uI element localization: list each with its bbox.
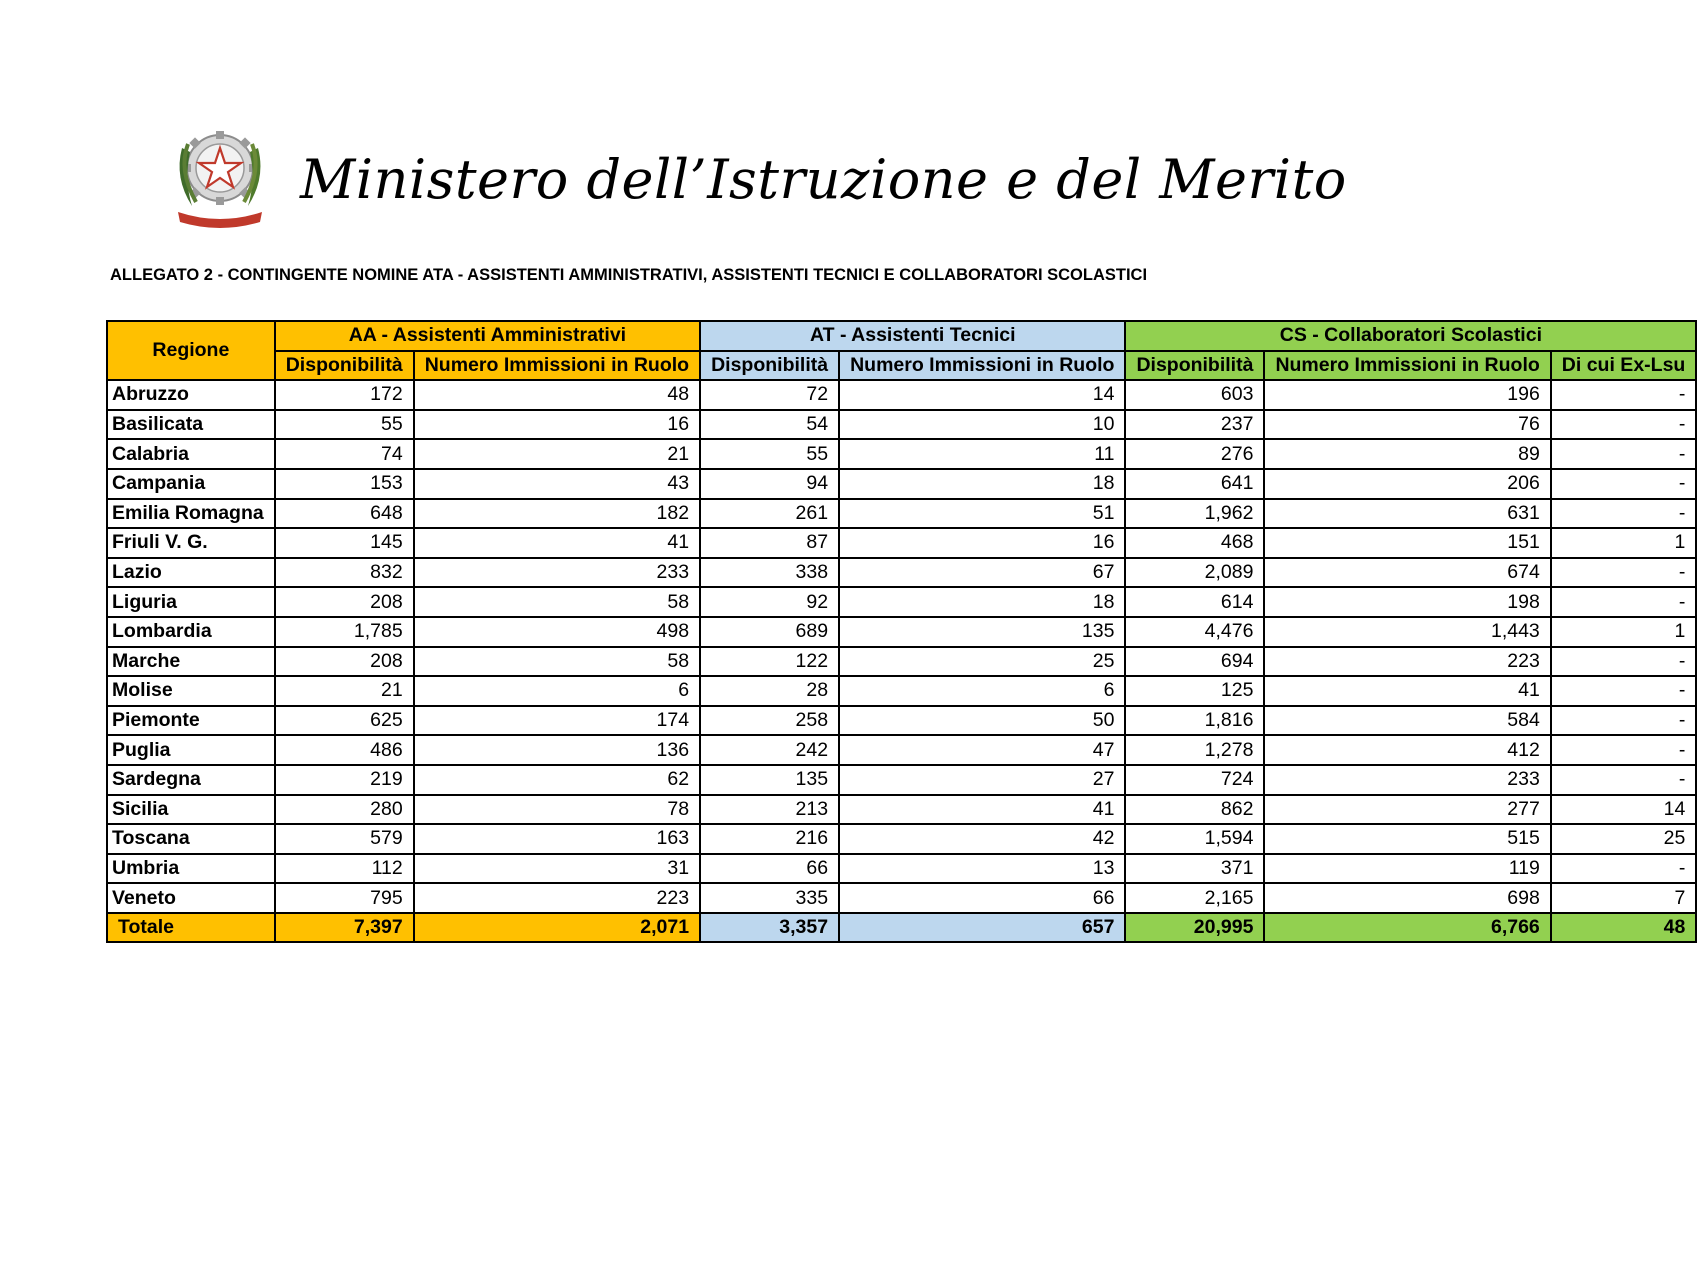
total-cell: 657 xyxy=(839,913,1125,943)
total-cell: 3,357 xyxy=(700,913,839,943)
value-cell: 237 xyxy=(1125,410,1264,440)
value-cell: 1 xyxy=(1551,617,1697,647)
value-cell: 92 xyxy=(700,587,839,617)
value-cell: 153 xyxy=(275,469,414,499)
value-cell: 58 xyxy=(414,647,700,677)
value-cell: 25 xyxy=(839,647,1125,677)
region-cell: Umbria xyxy=(107,854,275,884)
value-cell: 76 xyxy=(1264,410,1550,440)
value-cell: 50 xyxy=(839,706,1125,736)
value-cell: 6 xyxy=(839,676,1125,706)
table-row xyxy=(107,676,1696,706)
value-cell: 648 xyxy=(275,499,414,529)
value-cell: 412 xyxy=(1264,735,1550,765)
value-cell: 223 xyxy=(1264,647,1550,677)
value-cell: 233 xyxy=(414,558,700,588)
value-cell: 42 xyxy=(839,824,1125,854)
value-cell: 631 xyxy=(1264,499,1550,529)
value-cell: 14 xyxy=(1551,795,1697,825)
value-cell: - xyxy=(1551,410,1697,440)
table-row xyxy=(107,854,1696,884)
value-cell: 112 xyxy=(275,854,414,884)
value-cell: 31 xyxy=(414,854,700,884)
value-cell: 198 xyxy=(1264,587,1550,617)
region-cell: Sardegna xyxy=(107,765,275,795)
value-cell: 78 xyxy=(414,795,700,825)
value-cell: 54 xyxy=(700,410,839,440)
document-title: ALLEGATO 2 - CONTINGENTE NOMINE ATA - ASSISTENTI AMMINISTRATIVI, ASSISTENTI TECNICI E COLLABORATORI SCOLASTICI xyxy=(110,266,1148,284)
value-cell: 1,816 xyxy=(1125,706,1264,736)
value-cell: 18 xyxy=(839,587,1125,617)
value-cell: 515 xyxy=(1264,824,1550,854)
table-row xyxy=(107,795,1696,825)
value-cell: 641 xyxy=(1125,469,1264,499)
group-header-at: AT - Assistenti Tecnici xyxy=(700,321,1125,351)
value-cell: 1,278 xyxy=(1125,735,1264,765)
value-cell: 371 xyxy=(1125,854,1264,884)
value-cell: 28 xyxy=(700,676,839,706)
value-cell: 163 xyxy=(414,824,700,854)
group-header-cs: CS - Collaboratori Scolastici xyxy=(1125,321,1696,351)
value-cell: 74 xyxy=(275,439,414,469)
value-cell: 1,785 xyxy=(275,617,414,647)
value-cell: 18 xyxy=(839,469,1125,499)
value-cell: 698 xyxy=(1264,883,1550,913)
column-header: Numero Immissioni in Ruolo xyxy=(414,351,700,381)
column-header-row xyxy=(107,351,1696,381)
region-cell: Piemonte xyxy=(107,706,275,736)
region-cell: Veneto xyxy=(107,883,275,913)
table-row xyxy=(107,499,1696,529)
value-cell: 66 xyxy=(700,854,839,884)
republic-emblem-icon xyxy=(170,118,270,230)
table-row xyxy=(107,735,1696,765)
value-cell: 338 xyxy=(700,558,839,588)
value-cell: 2,089 xyxy=(1125,558,1264,588)
value-cell: 219 xyxy=(275,765,414,795)
value-cell: 89 xyxy=(1264,439,1550,469)
table-row xyxy=(107,647,1696,677)
table-row xyxy=(107,617,1696,647)
region-cell: Molise xyxy=(107,676,275,706)
value-cell: 277 xyxy=(1264,795,1550,825)
value-cell: 196 xyxy=(1264,380,1550,410)
value-cell: 11 xyxy=(839,439,1125,469)
total-label: Totale xyxy=(107,913,275,943)
region-cell: Basilicata xyxy=(107,410,275,440)
value-cell: 1,962 xyxy=(1125,499,1264,529)
value-cell: 584 xyxy=(1264,706,1550,736)
value-cell: 151 xyxy=(1264,528,1550,558)
value-cell: 47 xyxy=(839,735,1125,765)
value-cell: 832 xyxy=(275,558,414,588)
value-cell: 58 xyxy=(414,587,700,617)
region-cell: Lombardia xyxy=(107,617,275,647)
value-cell: 182 xyxy=(414,499,700,529)
value-cell: 694 xyxy=(1125,647,1264,677)
value-cell: 486 xyxy=(275,735,414,765)
region-cell: Liguria xyxy=(107,587,275,617)
value-cell: 41 xyxy=(1264,676,1550,706)
value-cell: 208 xyxy=(275,587,414,617)
value-cell: 206 xyxy=(1264,469,1550,499)
value-cell: 174 xyxy=(414,706,700,736)
table-row xyxy=(107,469,1696,499)
column-header: Numero Immissioni in Ruolo xyxy=(839,351,1125,381)
table-row xyxy=(107,380,1696,410)
value-cell: 7 xyxy=(1551,883,1697,913)
column-header: Numero Immissioni in Ruolo xyxy=(1264,351,1550,381)
value-cell: - xyxy=(1551,499,1697,529)
value-cell: 1,594 xyxy=(1125,824,1264,854)
region-cell: Toscana xyxy=(107,824,275,854)
value-cell: - xyxy=(1551,706,1697,736)
total-row xyxy=(107,913,1696,943)
total-cell: 48 xyxy=(1551,913,1697,943)
group-header-aa: AA - Assistenti Amministrativi xyxy=(275,321,700,351)
value-cell: 55 xyxy=(700,439,839,469)
region-header: Regione xyxy=(107,321,275,380)
value-cell: 280 xyxy=(275,795,414,825)
value-cell: 94 xyxy=(700,469,839,499)
group-header-row xyxy=(107,321,1696,351)
value-cell: 122 xyxy=(700,647,839,677)
value-cell: 136 xyxy=(414,735,700,765)
table-row xyxy=(107,824,1696,854)
value-cell: 579 xyxy=(275,824,414,854)
value-cell: 603 xyxy=(1125,380,1264,410)
value-cell: 66 xyxy=(839,883,1125,913)
table-row xyxy=(107,587,1696,617)
column-header: Disponibilità xyxy=(275,351,414,381)
region-cell: Campania xyxy=(107,469,275,499)
value-cell: 233 xyxy=(1264,765,1550,795)
value-cell: 67 xyxy=(839,558,1125,588)
region-cell: Friuli V. G. xyxy=(107,528,275,558)
table-row xyxy=(107,558,1696,588)
value-cell: 335 xyxy=(700,883,839,913)
value-cell: 62 xyxy=(414,765,700,795)
value-cell: 208 xyxy=(275,647,414,677)
value-cell: 258 xyxy=(700,706,839,736)
table-row xyxy=(107,410,1696,440)
value-cell: 16 xyxy=(414,410,700,440)
value-cell: 25 xyxy=(1551,824,1697,854)
value-cell: 16 xyxy=(839,528,1125,558)
value-cell: - xyxy=(1551,587,1697,617)
value-cell: 1 xyxy=(1551,528,1697,558)
value-cell: - xyxy=(1551,647,1697,677)
value-cell: 41 xyxy=(414,528,700,558)
value-cell: 55 xyxy=(275,410,414,440)
value-cell: 674 xyxy=(1264,558,1550,588)
value-cell: 135 xyxy=(839,617,1125,647)
value-cell: 242 xyxy=(700,735,839,765)
ministry-name: Ministero dell’Istruzione e del Merito xyxy=(300,148,1347,211)
value-cell: 689 xyxy=(700,617,839,647)
value-cell: 41 xyxy=(839,795,1125,825)
value-cell: 21 xyxy=(414,439,700,469)
value-cell: 10 xyxy=(839,410,1125,440)
value-cell: 125 xyxy=(1125,676,1264,706)
value-cell: 27 xyxy=(839,765,1125,795)
value-cell: 21 xyxy=(275,676,414,706)
value-cell: 261 xyxy=(700,499,839,529)
value-cell: 724 xyxy=(1125,765,1264,795)
value-cell: - xyxy=(1551,676,1697,706)
value-cell: - xyxy=(1551,380,1697,410)
value-cell: 862 xyxy=(1125,795,1264,825)
value-cell: 1,443 xyxy=(1264,617,1550,647)
table-row xyxy=(107,883,1696,913)
value-cell: 6 xyxy=(414,676,700,706)
table-row xyxy=(107,439,1696,469)
total-cell: 6,766 xyxy=(1264,913,1550,943)
value-cell: 276 xyxy=(1125,439,1264,469)
value-cell: - xyxy=(1551,558,1697,588)
region-cell: Puglia xyxy=(107,735,275,765)
value-cell: 135 xyxy=(700,765,839,795)
value-cell: 87 xyxy=(700,528,839,558)
column-header: Disponibilità xyxy=(700,351,839,381)
value-cell: - xyxy=(1551,469,1697,499)
value-cell: 2,165 xyxy=(1125,883,1264,913)
value-cell: 145 xyxy=(275,528,414,558)
region-cell: Lazio xyxy=(107,558,275,588)
value-cell: - xyxy=(1551,735,1697,765)
value-cell: 216 xyxy=(700,824,839,854)
value-cell: 498 xyxy=(414,617,700,647)
region-cell: Abruzzo xyxy=(107,380,275,410)
value-cell: 625 xyxy=(275,706,414,736)
region-cell: Marche xyxy=(107,647,275,677)
total-cell: 20,995 xyxy=(1125,913,1264,943)
value-cell: 223 xyxy=(414,883,700,913)
value-cell: 172 xyxy=(275,380,414,410)
total-cell: 7,397 xyxy=(275,913,414,943)
value-cell: 213 xyxy=(700,795,839,825)
value-cell: - xyxy=(1551,439,1697,469)
region-cell: Calabria xyxy=(107,439,275,469)
table-row xyxy=(107,706,1696,736)
value-cell: - xyxy=(1551,765,1697,795)
column-header: Disponibilità xyxy=(1125,351,1264,381)
value-cell: 614 xyxy=(1125,587,1264,617)
value-cell: 43 xyxy=(414,469,700,499)
region-cell: Sicilia xyxy=(107,795,275,825)
value-cell: 119 xyxy=(1264,854,1550,884)
value-cell: 4,476 xyxy=(1125,617,1264,647)
contingent-table xyxy=(106,320,1697,943)
value-cell: 468 xyxy=(1125,528,1264,558)
value-cell: 72 xyxy=(700,380,839,410)
value-cell: 48 xyxy=(414,380,700,410)
value-cell: 14 xyxy=(839,380,1125,410)
value-cell: 13 xyxy=(839,854,1125,884)
value-cell: 51 xyxy=(839,499,1125,529)
column-header: Di cui Ex-Lsu xyxy=(1551,351,1697,381)
value-cell: - xyxy=(1551,854,1697,884)
table-row xyxy=(107,765,1696,795)
table-row xyxy=(107,528,1696,558)
region-cell: Emilia Romagna xyxy=(107,499,275,529)
total-cell: 2,071 xyxy=(414,913,700,943)
value-cell: 795 xyxy=(275,883,414,913)
